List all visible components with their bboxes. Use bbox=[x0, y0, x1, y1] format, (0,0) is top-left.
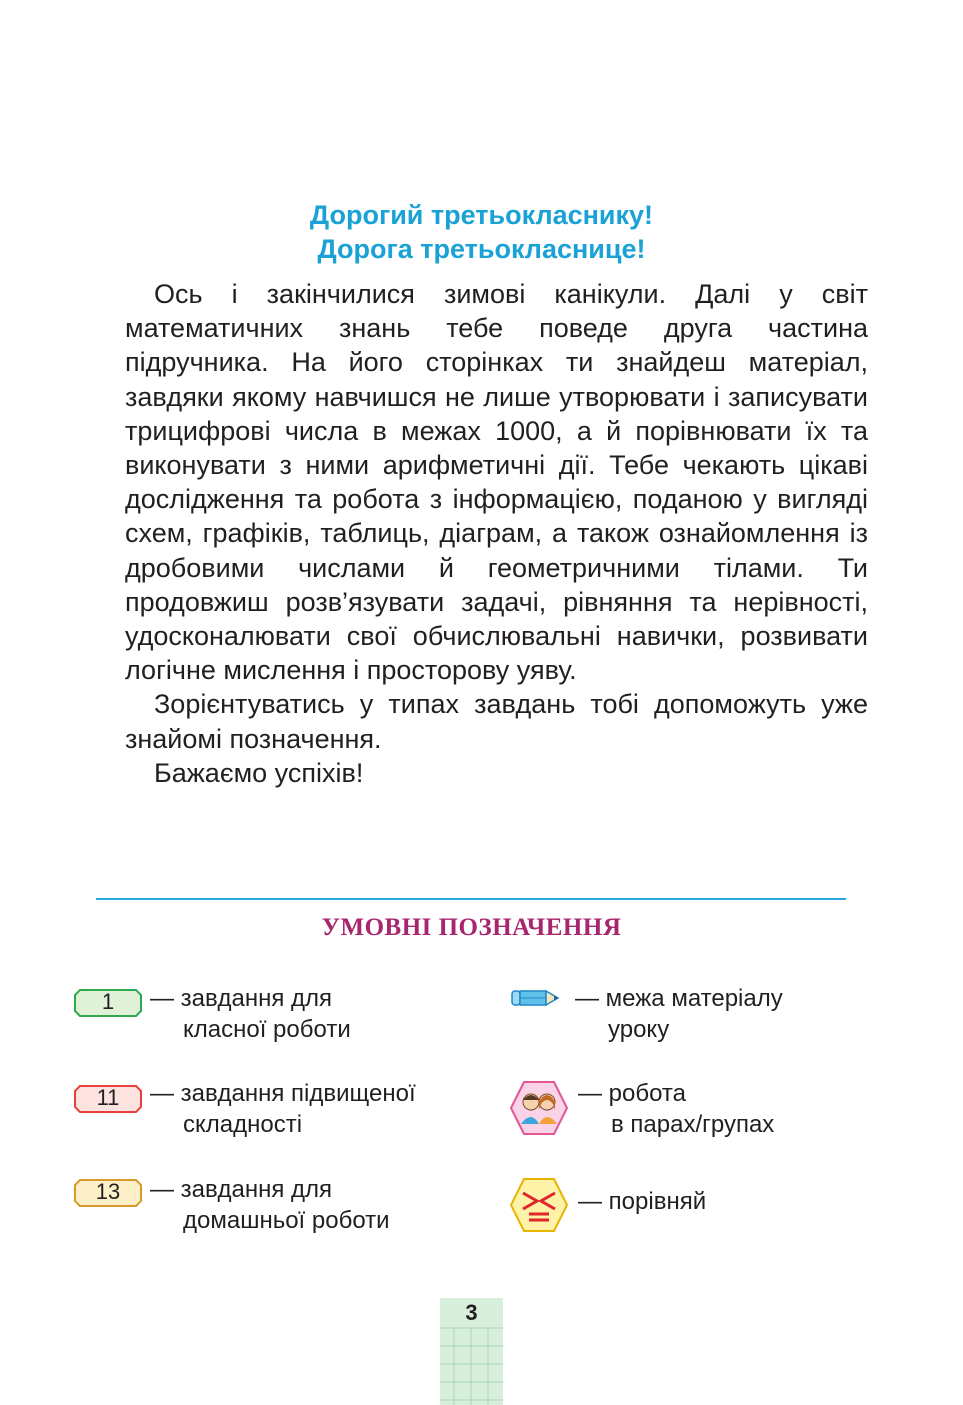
pencil-icon bbox=[510, 987, 562, 1014]
greeting bbox=[0, 198, 963, 266]
legend-title: УМОВНІ ПОЗНАЧЕННЯ bbox=[321, 914, 622, 941]
page-number: 3 bbox=[465, 1300, 478, 1325]
legend-text-line-1: — межа матеріалу bbox=[575, 985, 783, 1012]
legend-item-homework bbox=[150, 1174, 390, 1236]
pair-work-icon bbox=[509, 1080, 569, 1141]
legend-text-line-2: класної роботи bbox=[183, 1016, 351, 1043]
legend-text-line-2: домашньої роботи bbox=[183, 1207, 390, 1234]
paragraph-3: Бажаємо успіхів! bbox=[154, 757, 364, 788]
legend-item-pair-work bbox=[578, 1078, 774, 1140]
legend-item-advanced-task bbox=[150, 1078, 416, 1140]
legend-item-compare bbox=[578, 1186, 706, 1217]
legend-text-line-1: — порівняй bbox=[578, 1188, 707, 1215]
legend-text-line-2: складності bbox=[183, 1111, 303, 1138]
legend-text-line-1: — робота bbox=[578, 1080, 686, 1107]
paragraph-1: Ось і закінчилися зимові канікули. Далі у світ математичних знань тебе поведе друга частина підручника. На його сторінках ти знайдеш матеріал, завдяки якому навчишся не лише утворювати і записувати трицифрові числа в межах 1000, а й порівнювати їх та виконувати з ними арифметичні дії. Тебе чекають цікаві дослідження та робота з інформацією, поданою у вигляді схем, графіків, таблиць, діаграм, а також ознайомлення із дробовими числами й геометричними тілами. Ти продовжиш розв’язувати задачі, рівняння та нерівності, удосконалювати свої обчислювальні навички, розвивати логічне мислення і просторову уяву. bbox=[125, 279, 868, 686]
paragraph-2: Зорієнтуватись у типах завдань тобі допоможуть уже знайомі позначення. bbox=[125, 689, 868, 754]
legend-text-line-2: уроку bbox=[608, 1016, 670, 1043]
badge-class-work bbox=[74, 989, 142, 1015]
greeting-line-2: Дорога третьокласнице! bbox=[317, 234, 646, 264]
divider bbox=[96, 898, 846, 900]
legend-text-line-1: — завдання підвищеної bbox=[150, 1080, 416, 1107]
legend-text-line-1: — завдання для bbox=[150, 1176, 333, 1203]
badge-number: 13 bbox=[95, 1179, 121, 1204]
badge-homework bbox=[74, 1179, 142, 1205]
intro-text bbox=[125, 277, 868, 790]
compare-icon bbox=[509, 1177, 569, 1238]
legend-item-class-work bbox=[150, 983, 351, 1045]
legend-text-line-1: — завдання для bbox=[150, 985, 333, 1012]
badge-advanced-task bbox=[74, 1085, 142, 1111]
badge-number: 11 bbox=[96, 1085, 120, 1110]
legend-text-line-2: в парах/групах bbox=[611, 1111, 775, 1138]
badge-number: 1 bbox=[101, 989, 115, 1014]
greeting-line-1: Дорогий третьокласнику! bbox=[309, 200, 654, 230]
legend-item-lesson-boundary bbox=[575, 983, 783, 1045]
